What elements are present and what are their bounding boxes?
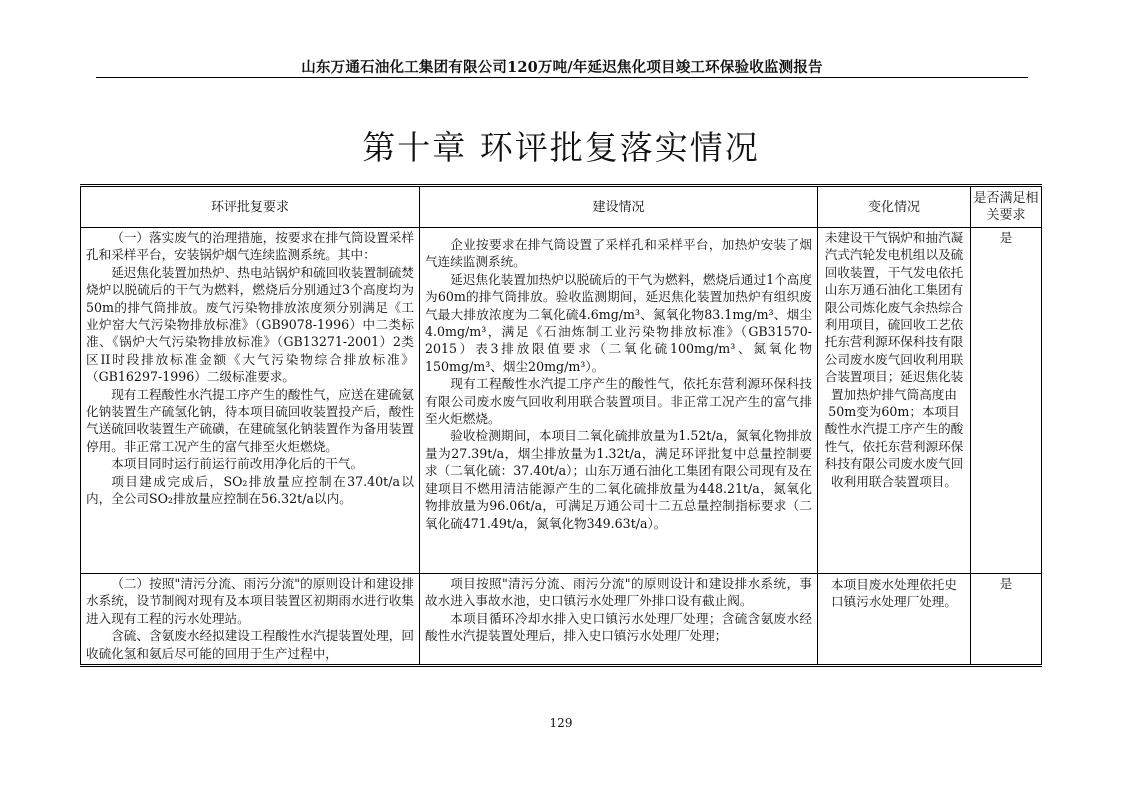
- construction-paragraph: 项目按照"清污分流、雨污分流"的原则设计和建设排水系统，事故水进入事故水池，史口镇污水处理厂外排口设有截止阀。: [425, 576, 812, 609]
- requirement-cell: [81, 228, 420, 574]
- construction-cell: [420, 228, 818, 574]
- col-header-change: 变化情况: [818, 186, 971, 228]
- col-header-construction: 建设情况: [420, 186, 818, 228]
- change-cell: 本项目废水处理依托史口镇污水处理厂处理。: [818, 574, 971, 666]
- requirement-paragraph: 本项目同时运行前运行前改用净化后的干气。: [111, 456, 364, 472]
- col-header-requirement: 环评批复要求: [81, 186, 420, 228]
- chapter-title: 第十章 环评批复落实情况: [362, 128, 760, 167]
- requirement-paragraph: 项目建成完成后，SO₂排放量应控制在37.40t/a以内，全公司SO₂排放量应控制在56.32t/a以内。: [86, 473, 414, 507]
- change-cell: 未建设干气锅炉和抽汽凝汽式汽轮发电机组以及硫回收装置，干气发电依托山东万通石油化工集团有限公司炼化废气余热综合利用项目，硫回收工艺依托东营利源环保科技有限公司废水废气回收利用联合装置项目；延迟焦化装置加热炉排气筒高度由50m变为60m；本项目酸性水汽提工序产生的酸性气，依托东营利源环保科技有限公司废水废气回收利用联合装置项目。: [818, 228, 971, 574]
- compliant-cell: 是: [971, 574, 1042, 666]
- construction-paragraph: 企业按要求在排气筒设置了采样孔和采样平台，加热炉安装了烟气连续监测系统。: [425, 237, 812, 270]
- requirement-cell: [81, 574, 420, 666]
- table-row: [81, 228, 1042, 574]
- page-number: 129: [549, 716, 573, 730]
- approval-implementation-table: [80, 184, 1042, 667]
- construction-paragraph: 现有工程酸性水汽提工序产生的酸性气，依托东营利源环保科技有限公司废水废气回收利用联合装置项目。非正常工况产生的富气排至火炬燃烧。: [425, 376, 812, 427]
- construction-paragraph: 本项目循环冷却水排入史口镇污水处理厂处理；含硫含氨废水经酸性水汽提装置处理后，排入史口镇污水处理厂处理；: [425, 610, 812, 644]
- requirement-paragraph: 现有工程酸性水汽提工序产生的酸性气，应送在建硫氨化钠装置生产硫氢化钠，待本项目硫回收装置投产后，酸性气送硫回收装置生产硫磺，在建硫氢化钠装置作为备用装置停用。非正常工况产生的富气排至火炬燃烧。: [86, 386, 414, 454]
- running-header: 山东万通石油化工集团有限公司120万吨/年延迟焦化项目竣工环保验收监测报告: [301, 59, 823, 76]
- requirement-paragraph: （一）落实废气的治理措施，按要求在排气筒设置采样孔和采样平台，安装锅炉烟气连续监测系统。其中：: [86, 230, 414, 263]
- construction-paragraph: 延迟焦化装置加热炉以脱硫后的干气为燃料，燃烧后通过1个高度为60m的排气筒排放。验收监测期间，延迟焦化装置加热炉有组织废气最大排放浓度为二氧化硫4.6mg/m³、氮氧化物83.1mg/m³、烟尘4.0mg/m³，满足《石油炼制工业污染物排放标准》（GB31570-2015）表3排放限值要求（二氧化硫100mg/m³、氮氧化物150mg/m³、烟尘20mg/m³）。: [425, 271, 812, 374]
- requirement-paragraph: 含硫、含氨废水经拟建设工程酸性水汽提装置处理，回收硫化氢和氨后尽可能的回用于生产过程中，: [86, 628, 414, 661]
- table-header-row: [81, 186, 1042, 228]
- construction-paragraph: 验收检测期间，本项目二氧化硫排放量为1.52t/a，氮氧化物排放量为27.39t/a，烟尘排放量为1.32t/a，满足环评批复中总量控制要求（二氧化硫：37.40t/a）；山东万通石油化工集团有限公司现有及在建项目不燃用清洁能源产生的二氧化硫排放量为448.21t/a，氮氧化物排放量为96.06t/a，可满足万通公司十二五总量控制指标要求（二氧化硫471.49t/a，氮氧化物349.63t/a）。: [425, 428, 812, 531]
- header-rule: [96, 77, 1028, 78]
- requirement-paragraph: （二）按照"清污分流、雨污分流"的原则设计和建设排水系统，设节制阀对现有及本项目装置区初期雨水进行收集进入现有工程的污水处理站。: [86, 576, 414, 626]
- requirement-paragraph: 延迟焦化装置加热炉、热电站锅炉和硫回收装置制硫焚烧炉以脱硫后的干气为燃料，燃烧后分别通过3个高度均为50m的排气筒排放。废气污染物排放浓度须分别满足《工业炉窑大气污染物排放标准》（GB9078-1996）中二类标准、《锅炉大气污染物排放标准》（GB13271-2001）2类区II时段排放标准金额《大气污染物综合排放标准》（GB16297-1996）二级标准要求。: [86, 264, 414, 385]
- construction-cell: [420, 574, 818, 666]
- col-header-compliant: 是否满足相关要求: [971, 186, 1042, 228]
- table-row: [81, 574, 1042, 666]
- compliant-cell: 是: [971, 228, 1042, 574]
